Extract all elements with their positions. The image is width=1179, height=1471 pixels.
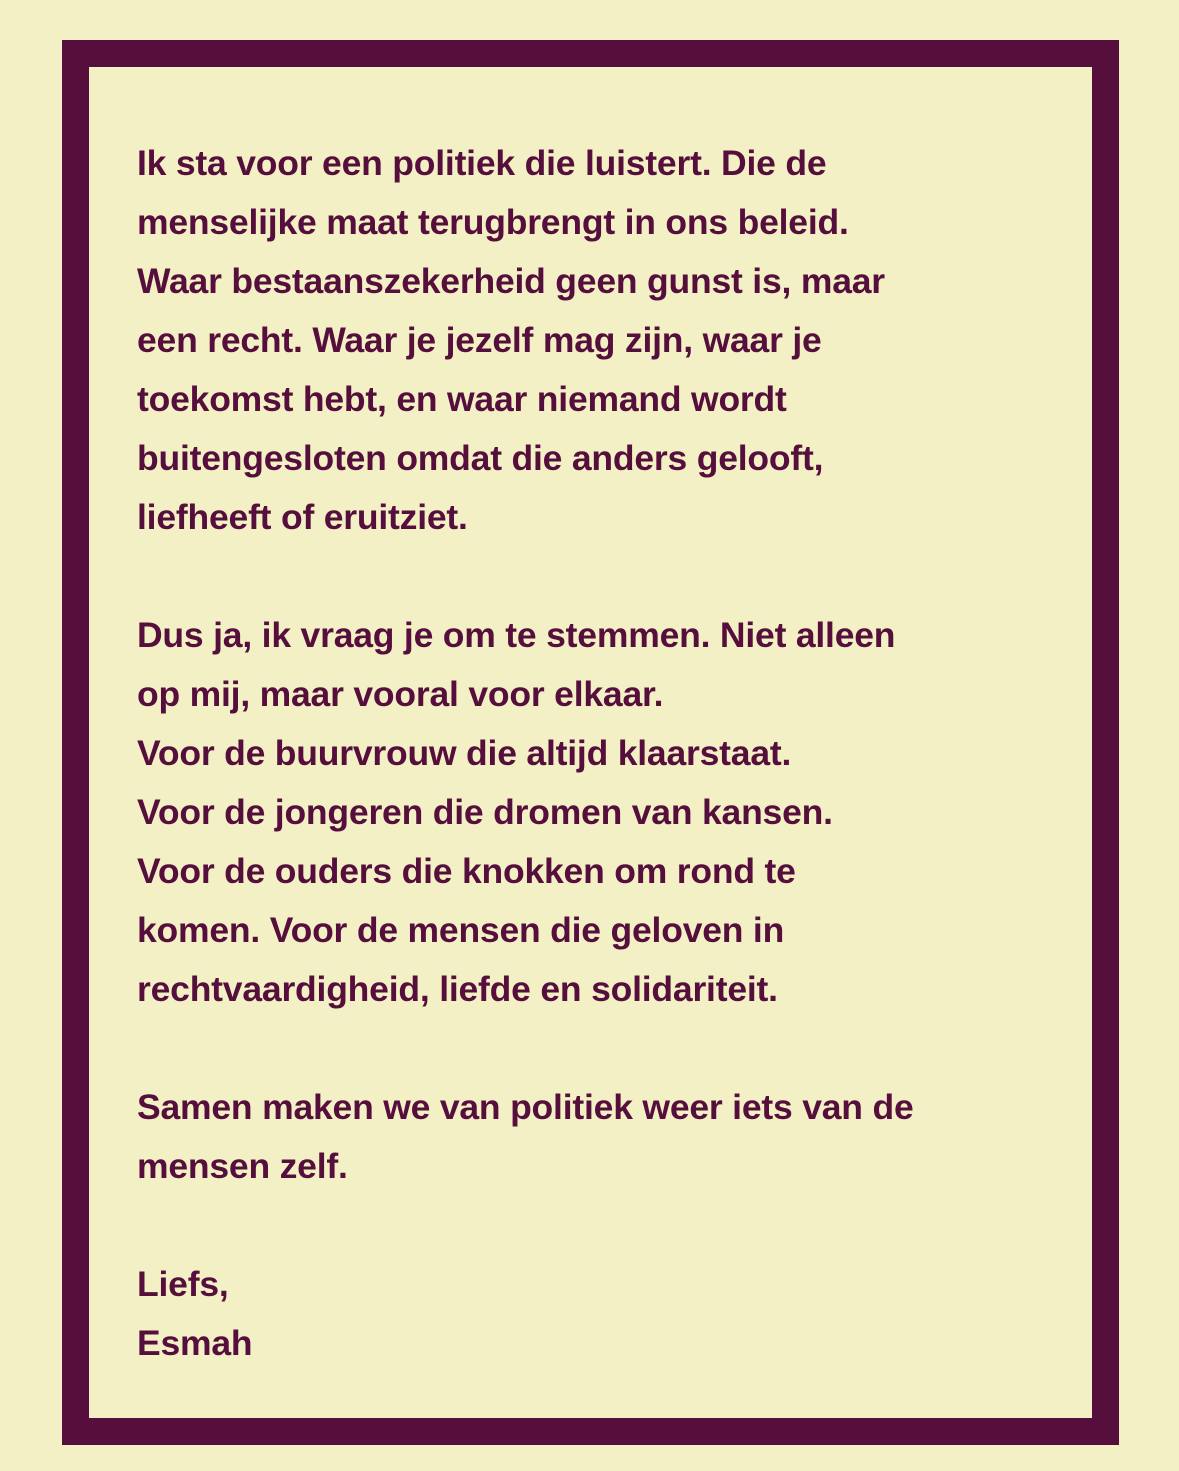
paragraph-line: een recht. Waar je jezelf mag zijn, waar je (137, 320, 822, 360)
paragraph-line: komen. Voor de mensen die geloven in (137, 910, 785, 950)
paragraph-line: Voor de buurvrouw die altijd klaarstaat. (137, 733, 792, 773)
paragraph-line: Voor de ouders die knokken om rond te (137, 851, 796, 891)
paragraph-line: Dus ja, ik vraag je om te stemmen. Niet alleen (137, 615, 896, 655)
paragraph-line: Samen maken we van politiek weer iets van de (137, 1087, 914, 1127)
paragraph-line: op mij, maar vooral voor elkaar. (137, 674, 664, 714)
signature-name: Esmah (137, 1323, 253, 1363)
paragraph-line: mensen zelf. (137, 1146, 348, 1186)
letter-closing (137, 1255, 1077, 1373)
paragraph-line: buitengesloten omdat die anders gelooft, (137, 438, 824, 478)
letter-body (137, 134, 1077, 1373)
paragraph-line: rechtvaardigheid, liefde en solidariteit. (137, 969, 778, 1009)
paragraph-line: liefheeft of eruitziet. (137, 497, 468, 537)
paragraph-line: menselijke maat terugbrengt in ons beleid. (137, 202, 849, 242)
closing-salutation: Liefs, (137, 1264, 229, 1304)
paragraph-line: toekomst hebt, en waar niemand wordt (137, 379, 787, 419)
paragraph-1 (137, 134, 1077, 547)
paragraph-line: Ik sta voor een politiek die luistert. Die de (137, 143, 827, 183)
paragraph-line: Waar bestaanszekerheid geen gunst is, maar (137, 261, 885, 301)
paragraph-2 (137, 606, 1077, 1019)
paragraph-3 (137, 1078, 1077, 1196)
paragraph-line: Voor de jongeren die dromen van kansen. (137, 792, 833, 832)
